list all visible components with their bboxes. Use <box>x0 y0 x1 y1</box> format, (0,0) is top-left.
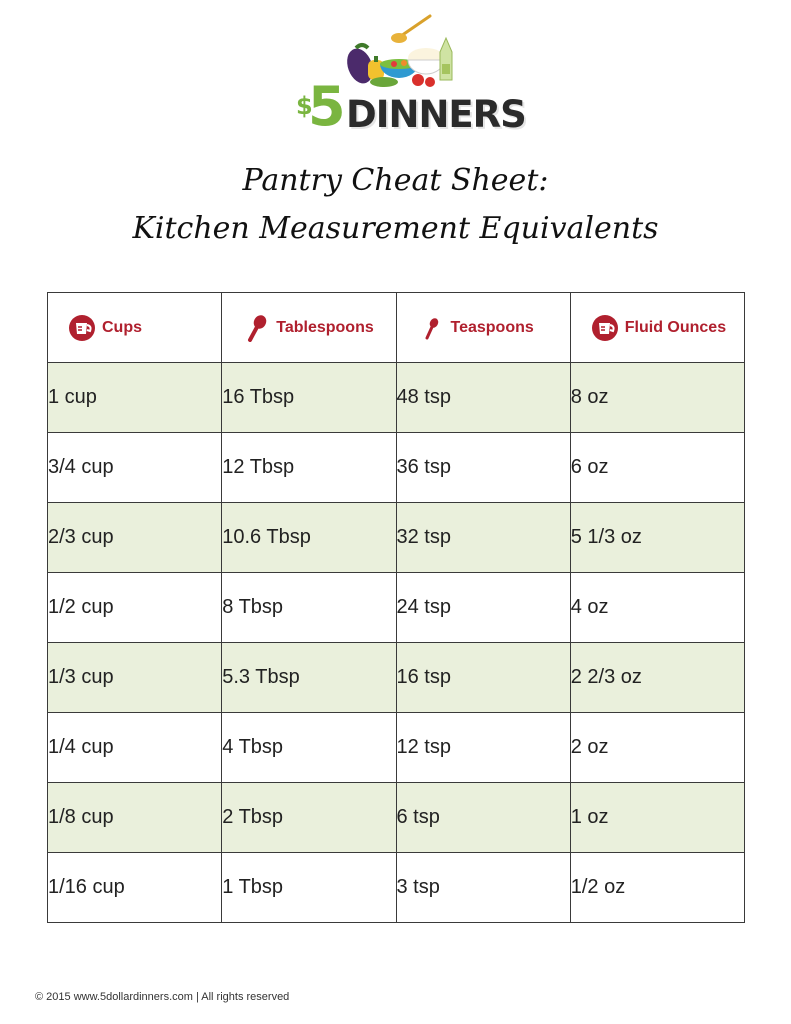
measuring-cup-icon <box>591 314 619 342</box>
cell-tablespoons: 16 Tbsp <box>222 363 396 433</box>
cell-tablespoons: 2 Tbsp <box>222 783 396 853</box>
cell-fluid-ounces: 5 1/3 oz <box>570 503 744 573</box>
cell-teaspoons: 6 tsp <box>396 783 570 853</box>
page-title-line-2: Kitchen Measurement Equivalents <box>132 211 659 246</box>
cell-tablespoons: 10.6 Tbsp <box>222 503 396 573</box>
cell-cups: 1/8 cup <box>48 783 222 853</box>
cell-tablespoons: 5.3 Tbsp <box>222 643 396 713</box>
tablespoon-icon <box>242 314 270 342</box>
cell-teaspoons: 12 tsp <box>396 713 570 783</box>
cell-tablespoons: 4 Tbsp <box>222 713 396 783</box>
header-label-cups: Cups <box>102 318 142 336</box>
cell-cups: 2/3 cup <box>48 503 222 573</box>
cell-fluid-ounces: 1 oz <box>570 783 744 853</box>
table-row <box>48 433 745 503</box>
cell-fluid-ounces: 8 oz <box>570 363 744 433</box>
cell-teaspoons: 32 tsp <box>396 503 570 573</box>
table-row <box>48 713 745 783</box>
brand-logo <box>294 12 526 138</box>
cell-fluid-ounces: 2 2/3 oz <box>570 643 744 713</box>
header-teaspoons <box>396 293 570 363</box>
logo-wordmark <box>294 75 526 138</box>
table-row <box>48 503 745 573</box>
cell-cups: 1/16 cup <box>48 853 222 923</box>
cell-teaspoons: 48 tsp <box>396 363 570 433</box>
table-row <box>48 783 745 853</box>
cell-tablespoons: 1 Tbsp <box>222 853 396 923</box>
header-cups <box>48 293 222 363</box>
cell-teaspoons: 24 tsp <box>396 573 570 643</box>
logo-five: 5 <box>308 75 346 138</box>
table-row <box>48 643 745 713</box>
logo-dollar: $ <box>296 92 313 120</box>
cell-fluid-ounces: 2 oz <box>570 713 744 783</box>
cell-teaspoons: 16 tsp <box>396 643 570 713</box>
header-tablespoons <box>222 293 396 363</box>
teaspoon-icon <box>417 314 445 342</box>
table-row <box>48 573 745 643</box>
measurement-table <box>47 292 745 923</box>
cell-fluid-ounces: 6 oz <box>570 433 744 503</box>
cell-cups: 1/2 cup <box>48 573 222 643</box>
cell-cups: 3/4 cup <box>48 433 222 503</box>
header-label-tablespoons: Tablespoons <box>276 318 374 336</box>
table-row <box>48 363 745 433</box>
copyright-footer: © 2015 www.5dollardinners.com | All rights reserved <box>35 991 290 1003</box>
cell-cups: 1/4 cup <box>48 713 222 783</box>
cell-teaspoons: 3 tsp <box>396 853 570 923</box>
header-label-teaspoons: Teaspoons <box>450 318 534 336</box>
header-label-fluid-ounces: Fluid Ounces <box>624 318 727 336</box>
header-fluid-ounces <box>570 293 744 363</box>
measuring-cup-icon <box>68 314 96 342</box>
cell-tablespoons: 12 Tbsp <box>222 433 396 503</box>
table-row <box>48 853 745 923</box>
cell-teaspoons: 36 tsp <box>396 433 570 503</box>
cell-cups: 1/3 cup <box>48 643 222 713</box>
cell-cups: 1 cup <box>48 363 222 433</box>
table-header-row <box>48 293 745 363</box>
cell-fluid-ounces: 1/2 oz <box>570 853 744 923</box>
cell-fluid-ounces: 4 oz <box>570 573 744 643</box>
logo-word: DINNERS <box>346 93 526 136</box>
page-title-line-1: Pantry Cheat Sheet: <box>242 163 549 198</box>
cell-tablespoons: 8 Tbsp <box>222 573 396 643</box>
